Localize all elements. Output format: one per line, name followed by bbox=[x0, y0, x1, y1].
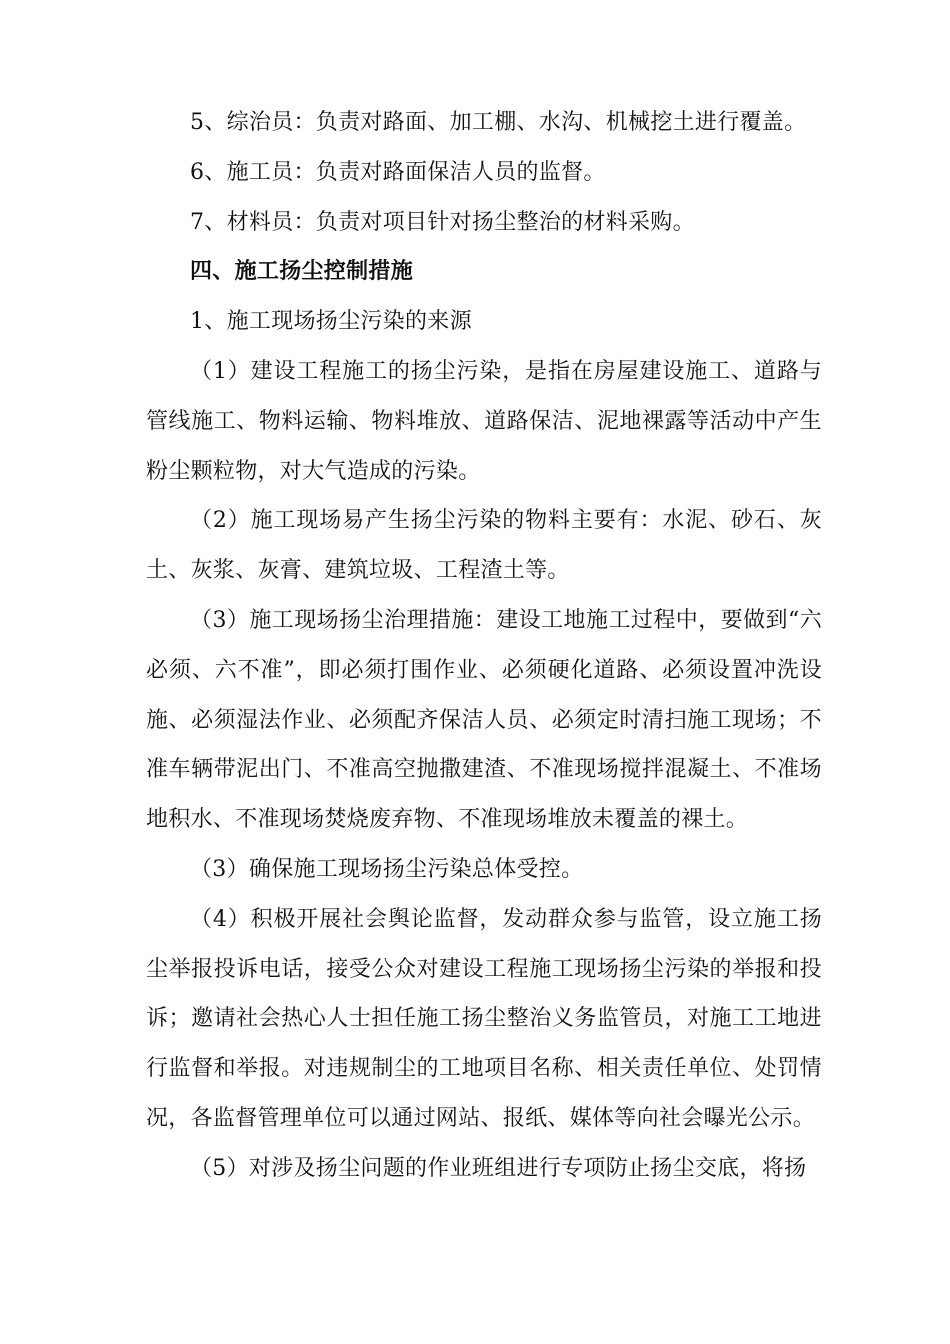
paragraph-item-2: （2）施工现场易产生扬尘污染的物料主要有：水泥、砂石、灰土、灰浆、灰膏、建筑垃圾、工程渣土等。 bbox=[146, 508, 822, 584]
paragraph-item-5: （5）对涉及扬尘问题的作业班组进行专项防止扬尘交底，将扬 bbox=[190, 1155, 807, 1181]
paragraph-item-3: （3）施工现场扬尘治理措施：建设工地施工过程中，要做到“六必须、六不准”，即必须打围作业、必须硬化道路、必须设置冲洗设施、必须湿法作业、必须配齐保洁人员、必须定时清扫施工现场；不准车辆带泥出门、不准高空抛撒建渣、不准现场搅拌混凝土、不准场地积水、不准现场焚烧废弃物、不准现场堆放未覆盖的裸土。 bbox=[146, 607, 822, 833]
paragraph-item-3b: （3）确保施工现场扬尘污染总体受控。 bbox=[190, 856, 584, 882]
paragraph-duty-6: 6、施工员：负责对路面保洁人员的监督。 bbox=[190, 159, 606, 185]
subsection-heading: 1、施工现场扬尘污染的来源 bbox=[190, 309, 472, 335]
paragraph-duty-5: 5、综治员：负责对路面、加工棚、水沟、机械挖土进行覆盖。 bbox=[190, 110, 807, 135]
paragraph-duty-7: 7、材料员：负责对项目针对扬尘整治的材料采购。 bbox=[190, 209, 695, 235]
document-body bbox=[146, 98, 822, 1194]
section-heading: 四、施工扬尘控制措施 bbox=[190, 258, 414, 285]
paragraph-item-1: （1）建设工程施工的扬尘污染，是指在房屋建设施工、道路与管线施工、物料运输、物料堆放、道路保洁、泥地裸露等活动中产生粉尘颗粒物，对大气造成的污染。 bbox=[146, 358, 822, 484]
paragraph-item-4: （4）积极开展社会舆论监督，发动群众参与监管，设立施工扬尘举报投诉电话，接受公众对建设工程施工现场扬尘污染的举报和投诉；邀请社会热心人士担任施工扬尘整治义务监管员，对施工工地进行监督和举报。对违规制尘的工地项目名称、相关责任单位、处罚情况，各监督管理单位可以通过网站、报纸、媒体等向社会曝光公示。 bbox=[146, 906, 822, 1131]
